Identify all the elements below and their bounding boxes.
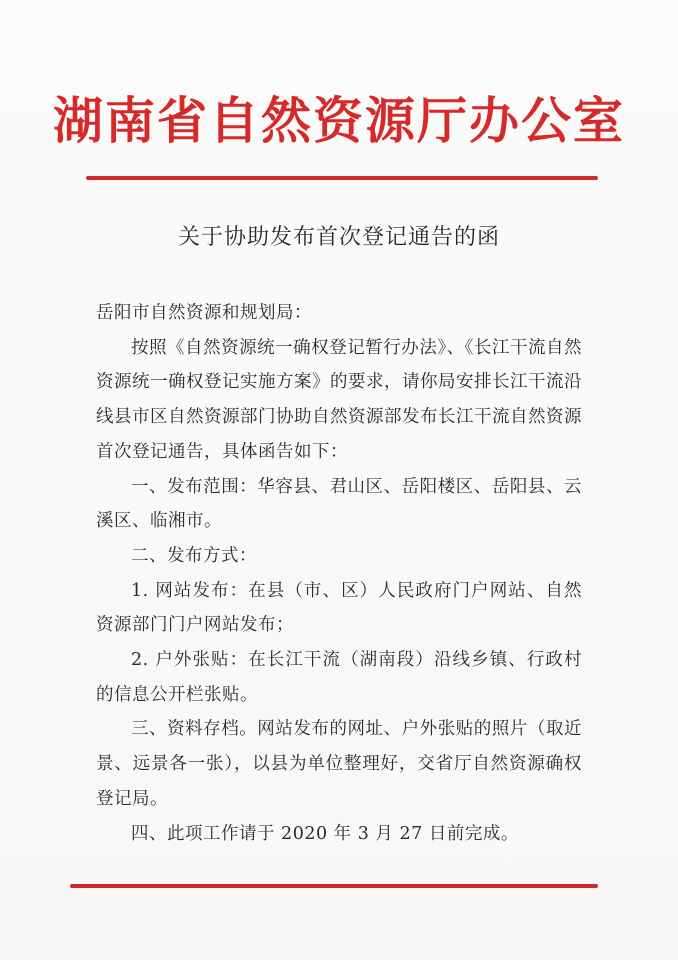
body-paragraph: 2. 户外张贴：在长江干流（湖南段）沿线乡镇、行政村的信息公开栏张贴。 [96, 650, 582, 705]
org-header-title: 湖南省自然资源厅办公室 [53, 91, 625, 150]
body-paragraph: 二、发布方式： [131, 545, 257, 566]
document-body [96, 296, 582, 851]
body-paragraph: 四、此项工作请于 2020 年 3 月 27 日前完成。 [131, 823, 519, 844]
body-paragraph: 一、发布范围：华容县、君山区、岳阳楼区、岳阳县、云溪区、临湘市。 [96, 476, 582, 532]
body-paragraph: 三、资料存档。网站发布的网址、户外张贴的照片（取近景、远景各一张），以县为单位整理好，交省厅自然资源确权登记局。 [96, 719, 582, 809]
header-red-rule [86, 176, 598, 180]
document-title: 关于协助发布首次登记通告的函 [177, 225, 500, 250]
body-paragraph: 1. 网站发布：在县（市、区）人民政府门户网站、自然资源部门门户网站发布； [96, 580, 582, 636]
footer-red-rule [70, 884, 598, 888]
salutation: 岳阳市自然资源和规划局： [96, 303, 312, 323]
body-paragraph: 按照《自然资源统一确权登记暂行办法》、《长江干流自然资源统一确权登记实施方案》的要求，请你局安排长江干流沿线县市区自然资源部门协助自然资源部发布长江干流自然资源首次登记通告，具体函告如下： [96, 337, 582, 462]
